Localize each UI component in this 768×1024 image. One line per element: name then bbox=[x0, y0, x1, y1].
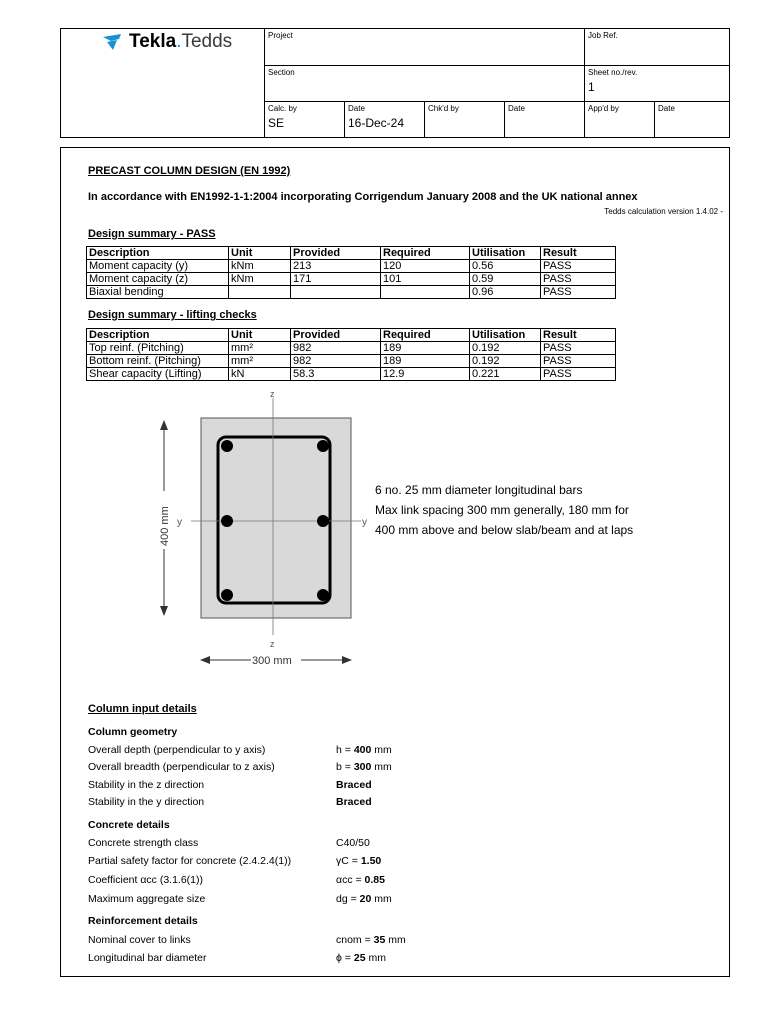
table-row: Bottom reinf. (Pitching) mm² 982 189 0.192 PASS bbox=[87, 355, 616, 368]
agg-label: Maximum aggregate size bbox=[88, 893, 206, 905]
diagram-note-bars: 6 no. 25 mm diameter longitudinal bars bbox=[375, 483, 583, 497]
psf-label: Partial safety factor for concrete (2.4.2.4(1)) bbox=[88, 855, 292, 867]
summary-table bbox=[86, 246, 616, 299]
class-value: C40/50 bbox=[336, 837, 370, 849]
version-text: Tedds calculation version 1.4.02 - bbox=[604, 207, 723, 216]
coef-value: αcc = 0.85 bbox=[336, 874, 385, 886]
rebar bbox=[221, 440, 233, 452]
lifting-table bbox=[86, 328, 616, 381]
arrow-right-icon bbox=[342, 656, 352, 664]
logo-text-tedds: Tedds bbox=[181, 31, 233, 52]
calcby-value: SE bbox=[268, 116, 285, 130]
arrow-left-icon bbox=[200, 656, 210, 664]
height-dim-label: 400 mm bbox=[159, 506, 171, 546]
diagram-note-laps: 400 mm above and below slab/beam and at laps bbox=[375, 523, 634, 537]
table-row: Moment capacity (z) kNm 171 101 0.59 PASS bbox=[87, 273, 616, 286]
header-block bbox=[60, 28, 730, 138]
diagram-note-links: Max link spacing 300 mm generally, 180 mm for bbox=[375, 503, 629, 517]
cover-value: cnom = 35 mm bbox=[336, 934, 406, 946]
arrow-up-icon bbox=[160, 420, 168, 430]
table-row: Biaxial bending 0.96 PASS bbox=[87, 286, 616, 299]
logo-text-tekla: Tekla bbox=[129, 31, 177, 52]
date-cell: Date 16-Dec-24 bbox=[344, 101, 424, 138]
calcby-cell: Calc. by SE bbox=[264, 101, 344, 138]
table-row: Top reinf. (Pitching) mm² 982 189 0.192 PASS bbox=[87, 342, 616, 355]
stab-y-label: Stability in the y direction bbox=[88, 796, 205, 808]
stab-z-label: Stability in the z direction bbox=[88, 779, 205, 791]
column-section-diagram bbox=[61, 383, 381, 673]
date2-cell: Date bbox=[504, 101, 584, 138]
table-header-row: Description Unit Provided Required Utilisation Result bbox=[87, 247, 616, 260]
width-dim-label: 300 mm bbox=[252, 655, 292, 667]
date3-cell: Date bbox=[654, 101, 730, 138]
sheet-cell: Sheet no./rev. 1 bbox=[584, 65, 730, 101]
table-header-row: Description Unit Provided Required Utilisation Result bbox=[87, 329, 616, 342]
z-axis-label-bottom: z bbox=[270, 639, 275, 649]
arrow-down-icon bbox=[160, 606, 168, 616]
bar-label: Longitudinal bar diameter bbox=[88, 952, 207, 964]
z-axis-label-top: z bbox=[270, 389, 275, 399]
rebar bbox=[317, 589, 329, 601]
bar-value: ϕ = 25 mm bbox=[336, 952, 386, 964]
page-subtitle: In accordance with EN1992-1-1:2004 incorporating Corrigendum January 2008 and the UK national annex bbox=[88, 191, 638, 203]
summary-heading: Design summary - PASS bbox=[88, 228, 216, 240]
section-cell: Section bbox=[264, 65, 584, 101]
input-heading: Column input details bbox=[88, 703, 197, 715]
class-label: Concrete strength class bbox=[88, 837, 199, 849]
rebar bbox=[317, 515, 329, 527]
coef-label: Coefficient αcc (3.1.6(1)) bbox=[88, 874, 204, 886]
sheet-value: 1 bbox=[588, 80, 595, 94]
rebar bbox=[221, 589, 233, 601]
reinf-heading: Reinforcement details bbox=[88, 915, 198, 927]
psf-value: γC = 1.50 bbox=[336, 855, 382, 867]
breadth-value: b = 300 mm bbox=[336, 761, 392, 773]
tekla-logo-icon bbox=[101, 33, 123, 51]
page-title: PRECAST COLUMN DESIGN (EN 1992) bbox=[88, 165, 291, 177]
rebar bbox=[317, 440, 329, 452]
tekla-tedds-logo: Tekla . Tedds bbox=[101, 31, 232, 53]
y-axis-label-right: y bbox=[362, 517, 367, 528]
table-row: Moment capacity (y) kNm 213 120 0.56 PASS bbox=[87, 260, 616, 273]
agg-value: dg = 20 mm bbox=[336, 893, 392, 905]
project-cell: Project bbox=[264, 29, 584, 65]
depth-value: h = 400 mm bbox=[336, 744, 392, 756]
chkby-cell: Chk'd by bbox=[424, 101, 504, 138]
date-value: 16-Dec-24 bbox=[348, 116, 405, 130]
cover-label: Nominal cover to links bbox=[88, 934, 191, 946]
stab-z-value: Braced bbox=[336, 779, 372, 791]
geometry-heading: Column geometry bbox=[88, 726, 178, 738]
appby-cell: App'd by bbox=[584, 101, 654, 138]
lifting-heading: Design summary - lifting checks bbox=[88, 309, 257, 321]
jobref-cell: Job Ref. bbox=[584, 29, 730, 65]
table-row: Shear capacity (Lifting) kN 58.3 12.9 0.221 PASS bbox=[87, 368, 616, 381]
rebar bbox=[221, 515, 233, 527]
depth-label: Overall depth (perpendicular to y axis) bbox=[88, 744, 266, 756]
breadth-label: Overall breadth (perpendicular to z axis) bbox=[88, 761, 275, 773]
y-axis-label-left: y bbox=[177, 517, 182, 528]
concrete-heading: Concrete details bbox=[88, 819, 170, 831]
calculation-sheet bbox=[60, 147, 730, 977]
stab-y-value: Braced bbox=[336, 796, 372, 808]
